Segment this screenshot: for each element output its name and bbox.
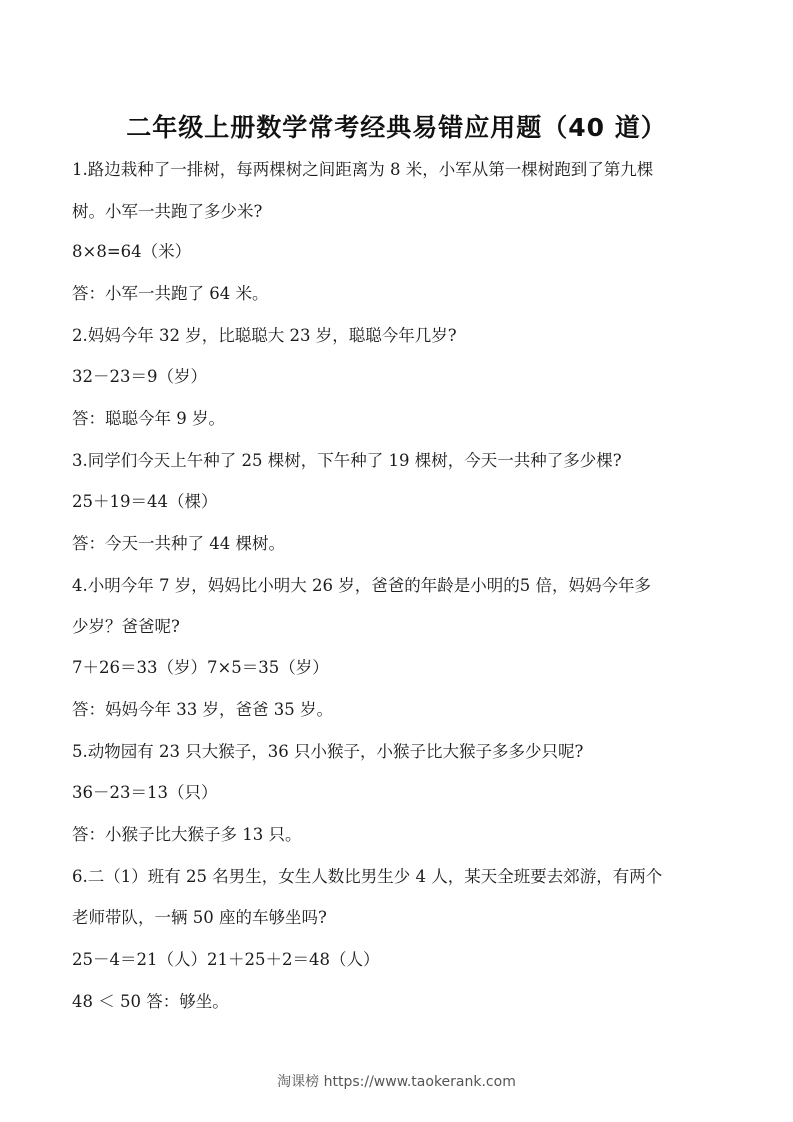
text-line: 3.同学们今天上午种了 25 棵树，下午种了 19 棵树，今天一共种了多少棵?: [72, 451, 622, 470]
text-line: 2.妈妈今年 32 岁，比聪聪大 23 岁，聪聪今年几岁?: [72, 326, 457, 345]
text-line: 少岁？爸爸呢?: [72, 617, 180, 636]
text-line: 25－4＝21（人）21＋25＋2＝48（人）: [72, 950, 380, 969]
text-line: 48 ＜ 50 答：够坐。: [72, 992, 229, 1011]
page-title: 二年级上册数学常考经典易错应用题（40 道）: [126, 113, 667, 142]
text-line: 32－23＝9（岁）: [72, 367, 207, 386]
text-line: 答：小猴子比大猴子多 13 只。: [72, 825, 302, 844]
text-line: 4.小明今年 7 岁，妈妈比小明大 26 岁，爸爸的年龄是小明的5 倍，妈妈今年多: [72, 576, 651, 595]
footer-watermark: 淘课榜 https://www.taokerank.com: [277, 1074, 516, 1090]
text-line: 答：今天一共种了 44 棵树。: [72, 534, 285, 553]
text-line: 7＋26＝33（岁）7×5＝35（岁）: [72, 658, 329, 677]
text-line: 6.二（1）班有 25 名男生，女生人数比男生少 4 人，某天全班要去郊游，有两个: [72, 867, 663, 886]
text-line: 36－23＝13（只）: [72, 783, 218, 802]
text-line: 答：小军一共跑了 64 米。: [72, 284, 269, 303]
text-line: 树。小军一共跑了多少米?: [72, 202, 263, 221]
text-line: 答：聪聪今年 9 岁。: [72, 409, 225, 428]
text-line: 1.路边栽种了一排树，每两棵树之间距离为 8 米，小军从第一棵树跑到了第九棵: [72, 160, 654, 179]
text-line: 8×8=64（米）: [72, 242, 192, 261]
text-line: 25＋19＝44（棵）: [72, 492, 218, 511]
text-line: 答：妈妈今年 33 岁，爸爸 35 岁。: [72, 700, 333, 719]
text-line: 5.动物园有 23 只大猴子，36 只小猴子，小猴子比大猴子多多少只呢?: [72, 742, 584, 761]
text-line: 老师带队，一辆 50 座的车够坐吗?: [72, 908, 327, 927]
